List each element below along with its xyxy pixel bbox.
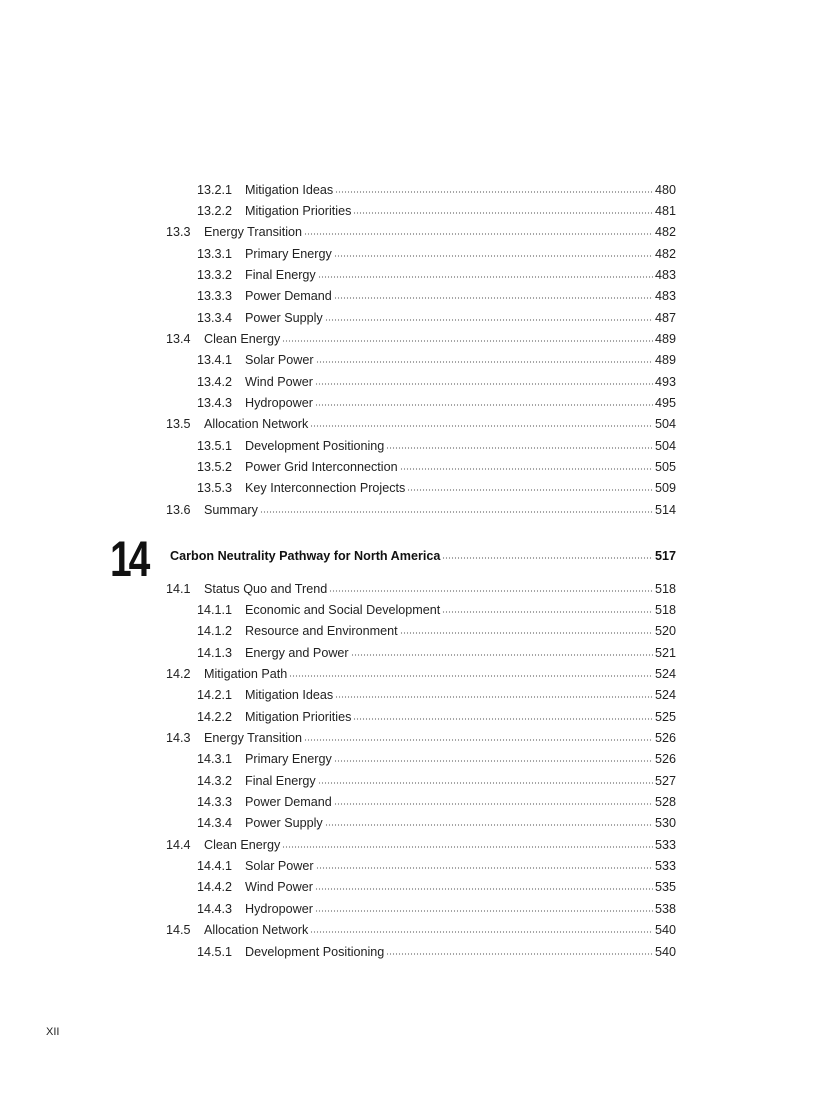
toc-entry[interactable] [0,706,816,727]
section-number: 14.4 [166,837,191,852]
page-number: 509 [654,481,676,496]
dot-leader [316,867,653,869]
dot-leader [260,511,653,513]
page-number: 527 [654,773,676,788]
toc-entry[interactable] [0,898,816,919]
page-number: 489 [654,332,676,347]
entry-body [204,417,676,431]
page-number: 505 [654,460,676,475]
toc-entry[interactable] [0,371,816,392]
page-number: 504 [654,438,676,453]
dot-leader [318,276,653,278]
page-number: 482 [654,246,676,261]
dot-leader [310,425,653,427]
page-number: 526 [654,731,676,746]
section-number: 13.4.2 [197,374,233,389]
page-number: 540 [654,923,676,938]
entry-body [245,353,676,367]
section-title: Energy Transition [204,731,303,746]
toc-entry[interactable] [0,414,816,435]
section-title: Power Grid Interconnection [245,460,398,475]
entry-body [245,624,676,638]
section-title: Final Energy [245,773,316,788]
toc-entry[interactable] [0,599,816,620]
section-title: Development Positioning [245,944,385,959]
entry-body [245,880,676,894]
section-title: Primary Energy [245,246,332,261]
dot-leader [329,590,653,592]
toc-entry[interactable] [0,499,816,520]
entry-body [245,603,676,617]
dot-leader [335,191,653,193]
toc-entry[interactable] [0,350,816,371]
dot-leader [315,910,653,912]
entry-body [245,375,676,389]
dot-leader [400,468,653,470]
page-number: 518 [654,603,676,618]
page-number: 524 [654,667,676,682]
section-title: Power Supply [245,310,323,325]
dot-leader [400,632,653,634]
toc-list-chapter-13 [0,179,816,521]
dot-leader [386,447,653,449]
page-number: 521 [654,645,676,660]
section-number: 13.4 [166,332,191,347]
section-number: 14.2 [166,667,191,682]
toc-entry[interactable] [0,392,816,413]
entry-body [245,752,676,766]
page-number: 504 [654,417,676,432]
section-title: Hydropower [245,396,313,411]
page-number: 525 [654,709,676,724]
dot-leader [353,718,653,720]
entry-body [245,945,676,959]
entry-body [245,481,676,495]
entry-body [204,923,676,937]
toc-entry[interactable] [0,578,816,599]
page-number: 495 [654,396,676,411]
page-number: 528 [654,795,676,810]
dot-leader [334,803,653,805]
page-number: 481 [654,204,676,219]
section-number: 13.5.2 [197,460,233,475]
section-number: 14.3 [166,731,191,746]
entry-body [245,859,676,873]
toc-entry[interactable] [0,770,816,791]
dot-leader [316,361,653,363]
entry-body [245,396,676,410]
entry-body [245,646,676,660]
section-title: Solar Power [245,859,314,874]
section-title: Clean Energy [204,332,281,347]
entry-body [204,582,676,596]
section-title: Clean Energy [204,837,281,852]
entry-body [245,460,676,474]
toc-entry[interactable] [0,456,816,477]
section-title: Mitigation Priorities [245,709,352,724]
section-number: 14.5 [166,923,191,938]
chapter-page: 517 [654,549,676,563]
section-number: 13.4.1 [197,353,233,368]
dot-leader [353,212,653,214]
section-title: Solar Power [245,353,314,368]
toc-entry[interactable] [0,813,816,834]
section-number: 13.3.4 [197,310,233,325]
section-number: 13.5.1 [197,438,233,453]
chapter-title: Carbon Neutrality Pathway for North America [170,549,441,563]
section-number: 14.2.1 [197,688,233,703]
section-title: Primary Energy [245,752,332,767]
section-title: Resource and Environment [245,624,398,639]
entry-body [245,204,676,218]
entry-body [245,816,676,830]
entry-body [245,774,676,788]
dot-leader [334,760,653,762]
entry-body [204,838,676,852]
section-title: Hydropower [245,901,313,916]
dot-leader [318,782,653,784]
dot-leader [289,675,653,677]
dot-leader [334,297,653,299]
dot-leader [442,557,653,559]
entry-body [245,439,676,453]
toc-entry[interactable] [0,749,816,770]
section-number: 13.2.1 [197,182,233,197]
section-title: Allocation Network [204,923,309,938]
page-number: 530 [654,816,676,831]
toc-entry[interactable] [0,478,816,499]
toc-entry[interactable] [0,264,816,285]
toc-entry[interactable] [0,791,816,812]
section-number: 14.3.1 [197,752,233,767]
entry-body [245,311,676,325]
toc-entry[interactable] [0,243,816,264]
section-number: 14.3.3 [197,795,233,810]
section-number: 14.4.3 [197,901,233,916]
toc-entry[interactable] [0,286,816,307]
entry-body [245,795,676,809]
dot-leader [304,233,653,235]
section-number: 13.4.3 [197,396,233,411]
page-number: 526 [654,752,676,767]
toc-entry[interactable] [0,834,816,855]
page-number: 524 [654,688,676,703]
entry-body [204,332,676,346]
dot-leader [325,824,653,826]
section-number: 14.3.2 [197,773,233,788]
dot-leader [282,340,653,342]
section-title: Mitigation Priorities [245,204,352,219]
dot-leader [407,489,653,491]
section-title: Energy Transition [204,225,303,240]
section-title: Wind Power [245,374,313,389]
section-number: 14.1.1 [197,603,233,618]
page-number: 482 [654,225,676,240]
toc-entry[interactable] [0,642,816,663]
page-number: 538 [654,901,676,916]
toc-entry[interactable] [0,435,816,456]
entry-body [245,902,676,916]
section-number: 14.5.1 [197,944,233,959]
toc-entry[interactable] [0,307,816,328]
toc-entry[interactable] [0,941,816,962]
section-title: Summary [204,502,258,517]
dot-leader [442,611,653,613]
chapter-number: 14 [110,531,148,587]
section-number: 13.3.2 [197,268,233,283]
page-folio: XII [46,1026,60,1038]
toc-entry[interactable] [0,685,816,706]
section-number: 14.1.3 [197,645,233,660]
entry-body [204,667,676,681]
section-title: Economic and Social Development [245,603,441,618]
page-number: 483 [654,268,676,283]
section-title: Mitigation Ideas [245,688,334,703]
dot-leader [315,888,653,890]
dot-leader [334,255,653,257]
section-number: 13.5.3 [197,481,233,496]
section-number: 13.3 [166,225,191,240]
dot-leader [310,931,653,933]
entry-body [245,710,676,724]
page-number: 483 [654,289,676,304]
dot-leader [335,696,653,698]
section-number: 14.2.2 [197,709,233,724]
page-number: 518 [654,581,676,596]
page-number: 535 [654,880,676,895]
toc-entry[interactable] [0,855,816,876]
page-number: 520 [654,624,676,639]
dot-leader [386,953,653,955]
toc-entry[interactable] [0,920,816,941]
toc-entry[interactable] [0,877,816,898]
entry-body [245,268,676,282]
chapter-heading[interactable] [0,531,816,587]
section-number: 13.3.1 [197,246,233,261]
section-title: Key Interconnection Projects [245,481,406,496]
section-title: Development Positioning [245,438,385,453]
dot-leader [325,319,653,321]
entry-body [204,503,676,517]
entry-body [204,225,676,239]
dot-leader [282,846,653,848]
section-number: 13.5 [166,417,191,432]
section-number: 14.1 [166,581,191,596]
entry-body [245,688,676,702]
dot-leader [304,739,653,741]
toc-entry[interactable] [0,179,816,200]
entry-body [245,183,676,197]
section-title: Energy and Power [245,645,349,660]
page-number: 493 [654,374,676,389]
section-title: Mitigation Ideas [245,182,334,197]
dot-leader [351,654,653,656]
toc-entry[interactable] [0,328,816,349]
section-number: 13.3.3 [197,289,233,304]
page-number: 514 [654,502,676,517]
section-number: 14.3.4 [197,816,233,831]
section-title: Wind Power [245,880,313,895]
toc-entry[interactable] [0,222,816,243]
section-title: Final Energy [245,268,316,283]
page-number: 533 [654,859,676,874]
section-number: 13.6 [166,502,191,517]
toc-entry[interactable] [0,727,816,748]
entry-body [204,731,676,745]
toc-entry[interactable] [0,663,816,684]
entry-body [245,247,676,261]
section-title: Power Supply [245,816,323,831]
section-title: Power Demand [245,795,332,810]
page-number: 533 [654,837,676,852]
section-number: 14.1.2 [197,624,233,639]
toc-entry[interactable] [0,621,816,642]
section-title: Mitigation Path [204,667,288,682]
section-number: 14.4.2 [197,880,233,895]
dot-leader [315,404,653,406]
section-number: 14.4.1 [197,859,233,874]
section-title: Allocation Network [204,417,309,432]
section-title: Power Demand [245,289,332,304]
entry-body [245,289,676,303]
toc-entry[interactable] [0,200,816,221]
section-number: 13.2.2 [197,204,233,219]
page-number: 489 [654,353,676,368]
toc-list-chapter-14 [0,578,816,962]
dot-leader [315,383,653,385]
section-title: Status Quo and Trend [204,581,328,596]
page-number: 480 [654,182,676,197]
page-number: 540 [654,944,676,959]
page-number: 487 [654,310,676,325]
